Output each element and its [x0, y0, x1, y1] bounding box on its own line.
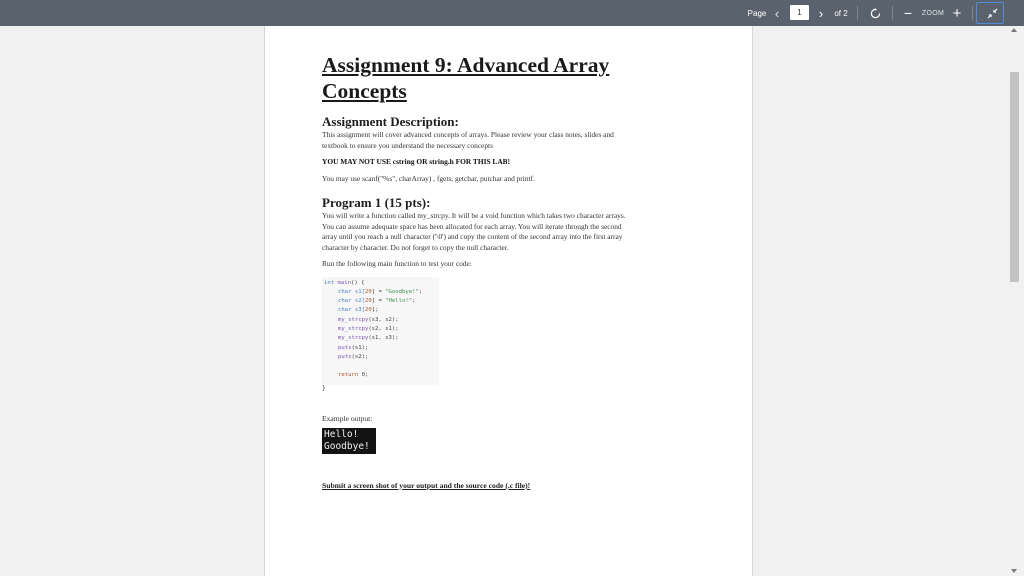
- page-label: Page: [747, 8, 767, 18]
- toolbar-divider: [892, 6, 893, 20]
- chevron-right-icon[interactable]: ›: [818, 5, 824, 21]
- code-line: my_strcpy(s2, s1);: [338, 325, 399, 332]
- program-line-3: array until you reach a null character ('\0') and copy the content of the second array into the first array: [322, 232, 623, 241]
- zoom-in-button[interactable]: +: [952, 4, 962, 22]
- assignment-title: [322, 52, 632, 104]
- scrollbar-thumb[interactable]: [1010, 72, 1019, 282]
- code-block: [322, 277, 439, 385]
- program-line-2: You can assume adequate space has been allocated for each array. You will iterate through the second: [322, 221, 622, 231]
- title-line-1: Assignment 9: Advanced Array: [322, 53, 610, 77]
- toolbar-divider: [857, 6, 858, 20]
- submit-instruction: Submit a screen shot of your output and the source code (.c file)!: [322, 480, 531, 490]
- code-line: return 0;: [338, 372, 369, 379]
- code-line: my_strcpy(s1, s3);: [338, 335, 399, 342]
- code-line: puts(s1);: [338, 344, 369, 351]
- code-closing-brace: }: [322, 384, 326, 392]
- vertical-scrollbar[interactable]: [1006, 26, 1024, 576]
- toolbar-divider: [972, 6, 973, 20]
- program-line-4: character by character. Do not forget to copy the null character.: [322, 242, 509, 252]
- code-line: puts(s2);: [338, 353, 369, 360]
- description-heading: Assignment Description:: [322, 114, 459, 129]
- zoom-label: ZOOM: [921, 9, 945, 17]
- page-count: of 2: [834, 8, 848, 18]
- rotate-icon[interactable]: [866, 0, 884, 26]
- program-heading: Program 1 (15 pts):: [322, 195, 431, 210]
- chevron-left-icon[interactable]: ‹: [774, 5, 780, 21]
- program-line-1: You will write a function called my_strcpy. It will be a void function which takes two character arrays.: [322, 211, 626, 220]
- allowed-functions: You may use scanf("%s", charArray) , fgets, getchar, putchar and printf.: [322, 173, 535, 183]
- page-content: [322, 52, 702, 490]
- collapse-arrows-icon[interactable]: [981, 0, 1003, 26]
- page-number-input[interactable]: 1: [790, 5, 809, 20]
- scroll-down-arrow-icon[interactable]: [1011, 569, 1017, 573]
- output-line-1: Hello!: [324, 428, 359, 440]
- pdf-toolbar: [0, 0, 1024, 26]
- example-output-terminal: [322, 428, 376, 454]
- description-line-2: textbook to ensure you understand the necessary concepts: [322, 140, 493, 150]
- output-line-2: Goodbye!: [324, 440, 370, 452]
- run-instruction: Run the following main function to test your code:: [322, 259, 472, 268]
- code-blank-line: [324, 362, 437, 371]
- library-warning: YOU MAY NOT USE cstring OR string.h FOR THIS LAB!: [322, 157, 511, 166]
- code-line: char s2[20] = "Hello!";: [338, 298, 416, 305]
- code-line: char s3[20];: [338, 307, 379, 314]
- scroll-up-arrow-icon[interactable]: [1011, 28, 1017, 32]
- code-line: my_strcpy(s3, s2);: [338, 316, 399, 323]
- zoom-out-button[interactable]: −: [903, 5, 913, 21]
- example-output-label: Example output:: [322, 413, 373, 423]
- title-line-2: Concepts: [322, 79, 407, 103]
- code-line: int main() {: [324, 279, 365, 286]
- document-page: [264, 26, 753, 576]
- code-line: char s1[20] = "Goodbye!";: [338, 288, 423, 295]
- description-line-1: This assignment will cover advanced concepts of arrays. Please review your class notes, slides and: [322, 130, 614, 139]
